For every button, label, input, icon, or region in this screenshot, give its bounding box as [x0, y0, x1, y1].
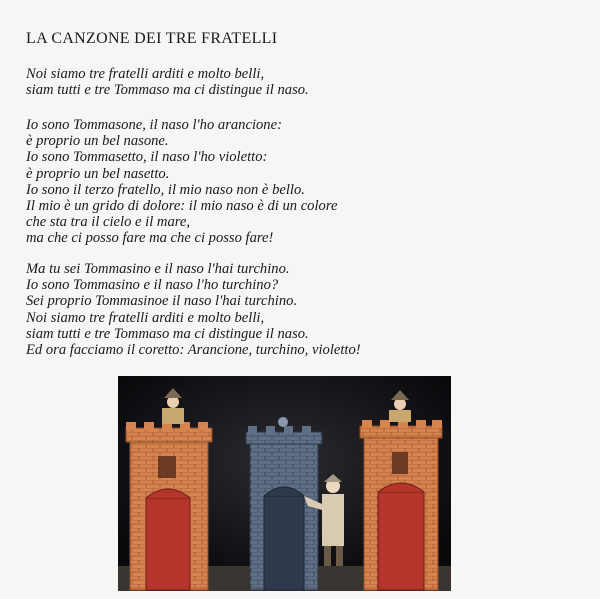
verse-line: è proprio un bel nasone.	[26, 133, 169, 150]
verse-line: Io sono il terzo fratello, il mio naso non è bello.	[26, 181, 305, 198]
verse-line: Noi siamo tre fratelli arditi e molto belli,	[26, 66, 265, 82]
verse-line: è proprio un bel nasetto.	[26, 165, 170, 182]
stage-illustration	[118, 376, 451, 591]
verse-line: siam tutti e tre Tommaso ma ci distingue il naso.	[26, 325, 309, 342]
stanza-1	[26, 66, 309, 98]
verse-line: Ed ora facciamo il coretto: Arancione, turchino, violetto!	[26, 342, 361, 359]
verse-line: siam tutti e tre Tommaso ma ci distingue il naso.	[26, 82, 309, 99]
verse-line: Il mio è un grido di dolore: il mio naso è di un colore	[26, 198, 338, 215]
verse-line: Io sono Tommasetto, il naso l'ho violetto:	[26, 149, 268, 166]
stage-photo	[118, 376, 451, 591]
song-title: LA CANZONE DEI TRE FRATELLI	[26, 30, 278, 47]
stanza-3	[26, 261, 361, 358]
verse-line: Io sono Tommasino e il naso l'ho turchino?	[26, 277, 279, 294]
stanza-2	[26, 117, 337, 247]
verse-line: Io sono Tommasone, il naso l'ho arancione:	[26, 117, 282, 133]
verse-line: ma che ci posso fare ma che ci posso fare!	[26, 230, 274, 247]
verse-line: Ma tu sei Tommasino e il naso l'hai turchino.	[26, 261, 290, 277]
verse-line: Noi siamo tre fratelli arditi e molto belli,	[26, 309, 265, 326]
verse-line: che sta tra il cielo e il mare,	[26, 214, 191, 231]
verse-line: Sei proprio Tommasinoe il naso l'hai turchino.	[26, 293, 298, 310]
